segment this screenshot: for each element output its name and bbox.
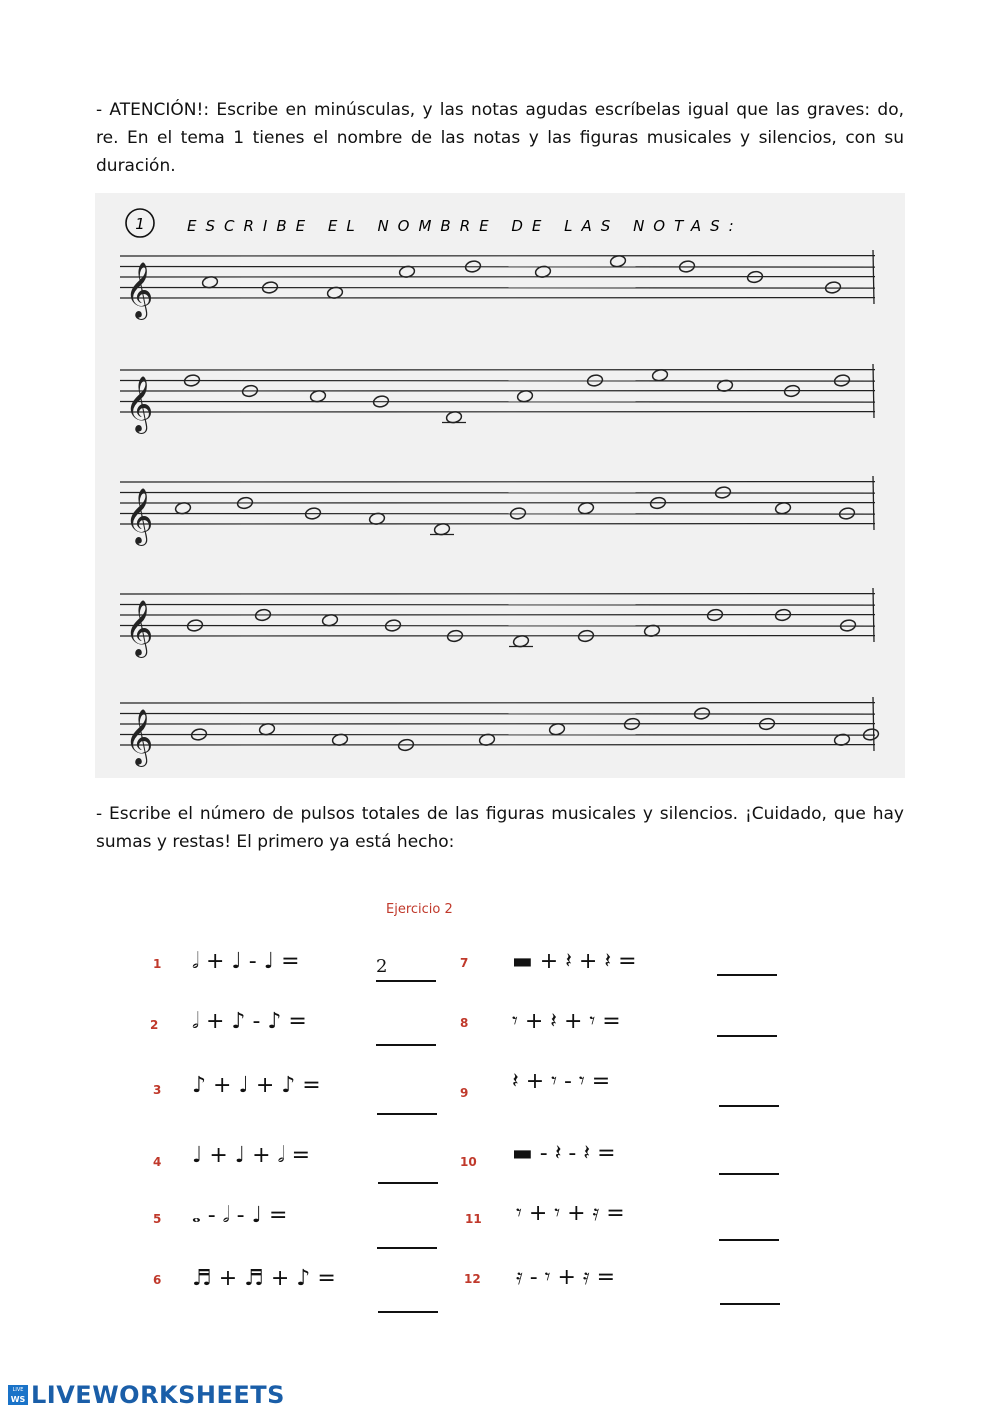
staff-line (120, 381, 875, 382)
item-number: 3 (153, 1083, 162, 1097)
whole-note (549, 723, 566, 736)
item-number: 4 (153, 1155, 162, 1169)
staff-exercise-drawing (95, 193, 905, 778)
exercise2-title: Ejercicio 2 (386, 902, 453, 917)
item-number: 7 (460, 956, 469, 970)
whole-note (202, 276, 219, 289)
whole-note (175, 502, 192, 515)
staff-line (120, 267, 875, 268)
exercise2-instruction: - Escribe el número de pulsos totales de las figuras musicales y silencios. ¡Cuidado, que hay sumas y restas! El primero ya está hecho: (96, 804, 904, 852)
whole-note (517, 390, 534, 403)
staff-line (120, 288, 875, 289)
whole-note (259, 723, 276, 736)
answer-field[interactable] (717, 950, 777, 976)
answer-field[interactable] (719, 1215, 779, 1241)
answer-field[interactable] (377, 1089, 437, 1115)
item-number: 12 (464, 1272, 481, 1286)
exercise2 (0, 880, 1000, 1330)
item-number: 8 (460, 1016, 469, 1030)
bar-line (873, 476, 874, 530)
rest-expression: ▬ + 𝄽 + 𝄽 = (512, 949, 637, 974)
note-expression: ♩ + ♩ + 𝅗𝅥 = (192, 1143, 311, 1168)
rest-expression: 𝄿 - 𝄾 + 𝄿 = (516, 1265, 616, 1290)
item-number: 11 (465, 1212, 482, 1226)
item-number: 9 (460, 1086, 469, 1100)
answer-field[interactable] (377, 1223, 437, 1249)
answer-field[interactable]: 2 (376, 956, 436, 982)
staff-line (120, 714, 875, 715)
whole-note (775, 502, 792, 515)
logo-icon: LIVE WS (8, 1385, 28, 1405)
staff-line (120, 514, 875, 515)
answer-field[interactable] (717, 1011, 777, 1037)
staff-line (120, 626, 875, 627)
whole-note (578, 502, 595, 515)
whole-note (322, 614, 339, 627)
treble-clef-icon: 𝄞 (125, 262, 154, 318)
answer-field[interactable] (376, 1020, 436, 1046)
treble-clef-icon: 𝄞 (125, 709, 154, 765)
rest-expression: 𝄾 + 𝄽 + 𝄾 = (512, 1009, 621, 1034)
staff-exercise-image (95, 193, 905, 778)
note-expression: ♪ + ♩ + ♪ = (192, 1073, 321, 1098)
bar-line (873, 588, 874, 642)
intro-instruction: - ATENCIÓN!: Escribe en minúsculas, y las notas agudas escríbelas igual que las graves: do, re. En el tema 1 tienes el nombre de las notas y las figuras musicales y silencios, con su duración. (96, 100, 904, 176)
rest-expression: ▬ - 𝄽 - 𝄽 = (512, 1141, 616, 1166)
whole-note (310, 390, 327, 403)
staff-line (120, 735, 875, 736)
staff-line (120, 605, 875, 606)
note-expression: 𝅝 - 𝅗𝅥 - ♩ = (192, 1203, 288, 1228)
bar-line (873, 364, 874, 418)
rest-expression: 𝄽 + 𝄾 - 𝄾 = (512, 1069, 611, 1094)
treble-clef-icon: 𝄞 (125, 488, 154, 544)
staff-line (120, 493, 875, 494)
brand-name: LIVEWORKSHEETS (31, 1381, 285, 1409)
treble-clef-icon: 𝄞 (125, 376, 154, 432)
note-expression: 𝅗𝅥 + ♩ - ♩ = (192, 949, 300, 974)
item-number: 5 (153, 1212, 162, 1226)
footer-logo[interactable] (8, 1381, 285, 1409)
staff-exercise-title: ESCRIBE EL NOMBRE DE LAS NOTAS: (187, 217, 743, 235)
exercise-number: 1 (135, 215, 145, 233)
bar-line (873, 250, 874, 304)
answer-field[interactable] (720, 1279, 780, 1305)
staff-line (120, 402, 875, 403)
whole-note (652, 369, 669, 382)
answer-field[interactable] (719, 1081, 779, 1107)
rest-expression: 𝄾 + 𝄾 + 𝄿 = (516, 1201, 625, 1226)
answer-field[interactable] (719, 1149, 779, 1175)
answer-field[interactable] (378, 1287, 438, 1313)
item-number: 6 (153, 1273, 162, 1287)
note-expression: 𝅗𝅥 + ♪ - ♪ = (192, 1009, 307, 1034)
item-number: 10 (460, 1155, 477, 1169)
note-expression: ♬ + ♬ + ♪ = (192, 1266, 336, 1291)
answer-field[interactable] (378, 1158, 438, 1184)
item-number: 2 (150, 1018, 159, 1032)
treble-clef-icon: 𝄞 (125, 600, 154, 656)
bar-line (873, 697, 874, 751)
whole-note (610, 255, 627, 268)
item-number: 1 (153, 957, 162, 971)
